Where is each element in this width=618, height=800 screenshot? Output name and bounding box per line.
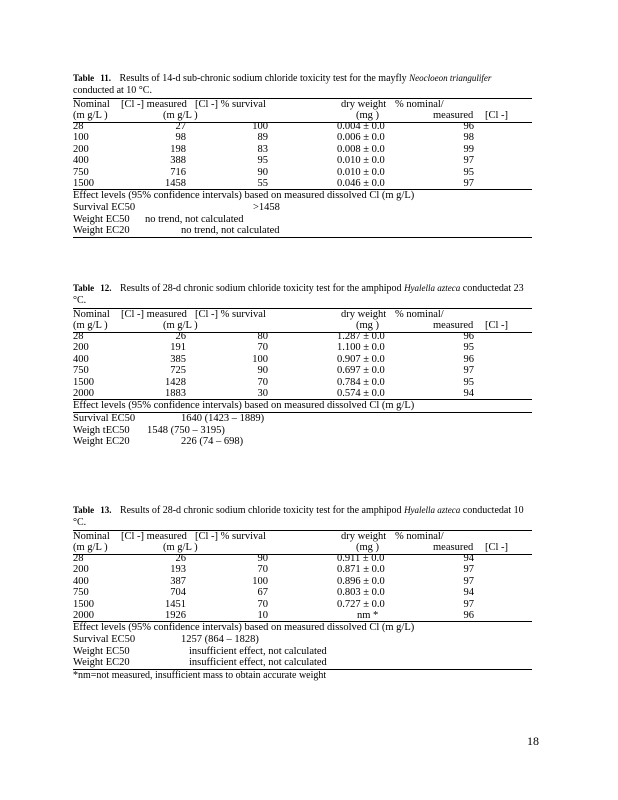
table-row: [73, 599, 532, 610]
table-cell: 1451: [165, 598, 186, 610]
table-cell: 200: [73, 342, 89, 354]
effect-value: 1640 (1423 – 1889): [181, 412, 265, 424]
caption-species: Hyalella azteca: [404, 505, 461, 515]
table-cell: 0.871 ± 0.0: [337, 564, 385, 576]
table-cell: 94: [463, 553, 474, 564]
header-measured-label: measured: [433, 542, 474, 554]
table-cell: 725: [170, 365, 186, 377]
table-row: [73, 610, 532, 621]
table-cell: 26: [175, 331, 186, 342]
table-cell: 67: [257, 587, 268, 599]
table-cell: 0.008 ± 0.0: [337, 143, 385, 155]
table-row: [73, 331, 532, 342]
effect-value: no trend, not calculated: [181, 225, 280, 237]
table-cell: 97: [463, 575, 474, 587]
table-cell: 99: [463, 143, 474, 155]
table-cell: 70: [257, 564, 268, 576]
table-cell: 70: [257, 342, 268, 354]
footnote-text: *nm=not measured, insufficient mass to obtain accurate weight: [73, 669, 327, 681]
table-cell: 28: [73, 121, 84, 132]
table-cell: 97: [463, 155, 474, 167]
table-cell: 1500: [73, 177, 94, 189]
table-cell: 0.574 ± 0.0: [337, 387, 385, 399]
table-cell: 0.727 ± 0.0: [337, 598, 385, 610]
table-cell: 400: [73, 353, 89, 365]
table-row: [73, 354, 532, 365]
caption-tail: conducted at 10 °C.: [73, 84, 152, 96]
header-survival: [Cl -] % survival: [195, 99, 266, 110]
effect-value: no trend, not calculated: [145, 213, 244, 225]
table-cell: 90: [257, 166, 268, 178]
table-cell: 96: [463, 331, 474, 342]
header-unit-measured: (m g/L ): [163, 110, 198, 122]
header-survival: [Cl -] % survival: [195, 309, 266, 320]
table-cell: 0.010 ± 0.0: [337, 155, 385, 167]
table-cell: 96: [463, 353, 474, 365]
table-cell: 90: [257, 553, 268, 564]
table-caption: [73, 283, 532, 306]
table-cell: 100: [73, 132, 89, 144]
table-cell: 0.697 ± 0.0: [337, 365, 385, 377]
table-cell: 100: [252, 353, 268, 365]
table-row: [73, 167, 532, 178]
effect-value: 1257 (864 – 1828): [181, 633, 259, 645]
table-body: [73, 121, 532, 190]
header-dry-weight: dry weight: [341, 99, 387, 110]
header-unit-nominal: (m g/L ): [73, 110, 108, 122]
table-cell: 1458: [165, 177, 186, 189]
table-number: 13.: [100, 505, 112, 515]
table-cell: 55: [257, 177, 268, 189]
header-measured: [Cl -] measured: [121, 531, 187, 542]
header-unit-weight: (mg ): [356, 542, 380, 554]
effect-label: Weight EC20: [73, 657, 130, 669]
table-cell: 0.006 ± 0.0: [337, 132, 385, 144]
table-cell: 0.046 ± 0.0: [337, 177, 385, 189]
effect-value: 226 (74 – 698): [181, 436, 244, 448]
header-survival: [Cl -] % survival: [195, 531, 266, 542]
effect-label: Survival EC50: [73, 412, 136, 424]
header-nominal: Nominal: [73, 309, 110, 320]
table-cell: 70: [257, 598, 268, 610]
header-dry-weight: dry weight: [341, 531, 387, 542]
effect-label: Weight EC50: [73, 645, 130, 657]
caption-title: Results of 28-d chronic sodium chloride toxicity test for the amphipod: [119, 505, 402, 516]
table-cell: 83: [257, 143, 268, 155]
caption-species: Hyalella azteca: [404, 283, 461, 293]
table-row: [73, 564, 532, 575]
table-cell: 1883: [165, 387, 186, 399]
table-row: [73, 342, 532, 353]
table-cell: 97: [463, 598, 474, 610]
header-pct-nominal: % nominal/: [395, 99, 444, 110]
table-cell: 97: [463, 365, 474, 377]
table-cell: 94: [463, 587, 474, 599]
table-cell: 0.896 ± 0.0: [337, 575, 385, 587]
table-row: [73, 144, 532, 155]
effect-label: Survival EC50: [73, 201, 136, 213]
table-row: [73, 377, 532, 388]
table-label: Table: [73, 505, 95, 515]
effect-label: Weigh tEC50: [73, 424, 130, 436]
header-unit-nominal: (m g/L ): [73, 542, 108, 554]
table-cell: 0.907 ± 0.0: [337, 353, 385, 365]
table-11: [73, 73, 532, 238]
table-13: [73, 505, 532, 681]
table-cell: 0.004 ± 0.0: [337, 121, 385, 132]
table-caption: [73, 505, 532, 528]
table-number: 12.: [100, 283, 112, 293]
effect-label: Weight EC50: [73, 213, 130, 225]
table-cell: 95: [257, 155, 268, 167]
table-cell: 385: [170, 353, 186, 365]
header-dry-weight: dry weight: [341, 309, 387, 320]
effect-levels-title: Effect levels (95% confidence intervals) based on measured dissolved Cl (m g/L): [73, 622, 415, 634]
table-cell: 191: [170, 342, 186, 354]
table-cell: 98: [463, 132, 474, 144]
header-unit-measured: (m g/L ): [163, 320, 198, 332]
table-cell: 387: [170, 575, 186, 587]
table-number: 11.: [100, 73, 111, 83]
effect-levels: [73, 190, 532, 237]
table-row: [73, 155, 532, 166]
caption-title: Results of 28-d chronic sodium chloride toxicity test for the amphipod: [119, 283, 402, 294]
table-caption: [73, 73, 532, 96]
caption-tail: conductedat 10 °C.: [73, 505, 524, 528]
header-pct-nominal: % nominal/: [395, 531, 444, 542]
header-unit-weight: (mg ): [356, 320, 380, 332]
table-cell: 95: [463, 342, 474, 354]
header-unit-weight: (mg ): [356, 110, 380, 122]
table-cell: 1500: [73, 376, 94, 388]
header-measured-label: measured: [433, 110, 474, 122]
table-label: Table: [73, 283, 95, 293]
effect-levels: [73, 622, 532, 669]
table-cell: 1500: [73, 598, 94, 610]
table-label: Table: [73, 73, 95, 83]
caption-species: Neocloeon triangulifer: [409, 73, 492, 83]
table-cell: 97: [463, 564, 474, 576]
header-cl-label: [Cl -]: [485, 542, 509, 554]
table-row: [73, 553, 532, 564]
caption-title: Results of 14-d sub-chronic sodium chloride toxicity test for the mayfly: [119, 73, 407, 84]
header-unit-nominal: (m g/L ): [73, 320, 108, 332]
table-body: [73, 553, 532, 622]
table-header: [73, 98, 532, 121]
header-cl-label: [Cl -]: [485, 320, 509, 332]
table-cell: 2000: [73, 387, 94, 399]
table-header: [73, 308, 532, 331]
table-cell: 1.100 ± 0.0: [337, 342, 385, 354]
table-cell: 704: [170, 587, 186, 599]
effect-levels-title: Effect levels (95% confidence intervals) based on measured dissolved Cl (m g/L): [73, 190, 415, 202]
table-cell: 100: [252, 121, 268, 132]
table-cell: 0.803 ± 0.0: [337, 587, 385, 599]
table-cell: 1428: [165, 376, 186, 388]
table-cell: 96: [463, 609, 474, 621]
header-measured: [Cl -] measured: [121, 309, 187, 320]
table-cell: 95: [463, 376, 474, 388]
table-row: [73, 121, 532, 132]
effect-value: insufficient effect, not calculated: [189, 657, 327, 669]
table-cell: 716: [170, 166, 186, 178]
header-pct-nominal: % nominal/: [395, 309, 444, 320]
header-unit-measured: (m g/L ): [163, 542, 198, 554]
effect-label: Weight EC20: [73, 225, 130, 237]
caption-tail: conductedat 23 °C.: [73, 283, 524, 306]
table-cell: 96: [463, 121, 474, 132]
header-measured: [Cl -] measured: [121, 99, 187, 110]
table-cell: 80: [257, 331, 268, 342]
table-cell: 193: [170, 564, 186, 576]
header-nominal: Nominal: [73, 531, 110, 542]
table-cell: 0.010 ± 0.0: [337, 166, 385, 178]
table-body: [73, 331, 532, 400]
table-12: [73, 283, 532, 448]
table-cell: 750: [73, 365, 89, 377]
effect-value: 1548 (750 – 3195): [147, 424, 225, 436]
table-cell: 27: [175, 121, 186, 132]
table-row: [73, 388, 532, 399]
page-number: 18: [527, 734, 539, 748]
table-cell: 100: [252, 575, 268, 587]
table-cell: 28: [73, 331, 84, 342]
effect-levels-title: Effect levels (95% confidence intervals) based on measured dissolved Cl (m g/L): [73, 400, 532, 413]
table-cell: 94: [463, 387, 474, 399]
table-cell: 98: [175, 132, 186, 144]
table-cell: 1926: [165, 609, 186, 621]
effect-label: Weight EC20: [73, 436, 130, 448]
table-cell: 750: [73, 587, 89, 599]
table-cell: 95: [463, 166, 474, 178]
header-nominal: Nominal: [73, 99, 110, 110]
table-cell: 400: [73, 155, 89, 167]
table-cell: 1.287 ± 0.0: [337, 331, 385, 342]
table-cell: 198: [170, 143, 186, 155]
table-cell: 30: [257, 387, 268, 399]
table-row: [73, 178, 532, 189]
table-cell: 0.784 ± 0.0: [337, 376, 385, 388]
table-cell: 200: [73, 143, 89, 155]
table-row: [73, 587, 532, 598]
table-row: [73, 365, 532, 376]
table-cell: 90: [257, 365, 268, 377]
effect-levels: [73, 400, 532, 447]
table-cell: 200: [73, 564, 89, 576]
table-cell: 89: [257, 132, 268, 144]
table-row: [73, 576, 532, 587]
table-cell: 2000: [73, 609, 94, 621]
effect-value: >1458: [253, 201, 280, 213]
table-cell: 388: [170, 155, 186, 167]
table-cell: 400: [73, 575, 89, 587]
table-cell: 750: [73, 166, 89, 178]
table-cell: nm *: [357, 609, 379, 621]
table-cell: 26: [175, 553, 186, 564]
table-footnote: [73, 670, 532, 682]
table-cell: 70: [257, 376, 268, 388]
table-header: [73, 530, 532, 553]
header-measured-label: measured: [433, 320, 474, 332]
table-cell: 0.911 ± 0.0: [337, 553, 385, 564]
effect-label: Survival EC50: [73, 633, 136, 645]
header-cl-label: [Cl -]: [485, 110, 509, 122]
table-cell: 97: [463, 177, 474, 189]
table-row: [73, 132, 532, 143]
effect-value: insufficient effect, not calculated: [189, 645, 327, 657]
table-cell: 28: [73, 553, 84, 564]
table-cell: 10: [257, 609, 268, 621]
